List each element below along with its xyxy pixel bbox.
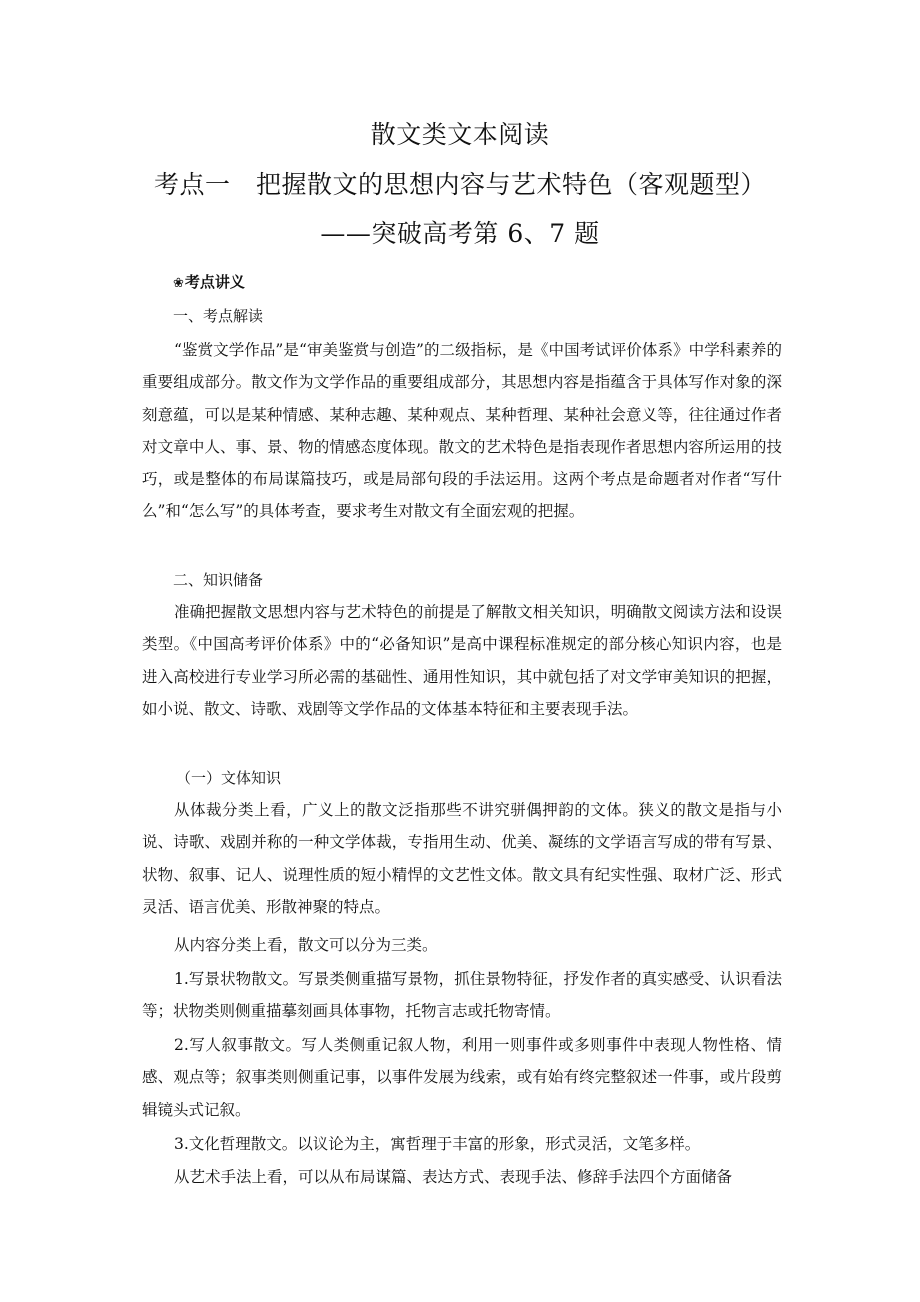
paragraph-5: 从艺术手法上看，可以从布局谋篇、表达方式、表现手法、修辞手法四个方面储备 (174, 1168, 733, 1186)
document-title: 散文类文本阅读 (370, 120, 550, 149)
document-subtitle-2: ——突破高考第 6、7 题 (320, 219, 600, 248)
section-label (173, 271, 245, 295)
paragraph-1: “鉴赏文学作品”是“审美鉴赏与创造”的二级指标，是《中国考试评价体系》中学科素养的重要组成部分。散文作为文学作品的重要组成部分，其思想内容是指蕴含于具体写作对象的深刻意蕴，可以是某种情感、某种志趣、某种观点、某种哲理、某种社会意义等，往往通过作者对文章中人、事、景、物的情感态度体现。散文的艺术特色是指表现作者思想内容所运用的技巧，或是整体的布局谋篇技巧，或是局部句段的手法运用。这两个考点是命题者对作者“写什么”和“怎么写”的具体考查，要求考生对散文有全面宏观的把握。 (142, 341, 782, 521)
subsection-heading-1: （一）文体知识 (176, 769, 282, 787)
paragraph-3: 从体裁分类上看，广义上的散文泛指那些不讲究骈偶押韵的文体。狭义的散文是指与小说、诗歌、戏剧并称的一种文学体裁，专指用生动、优美、凝练的文学语言写成的带有写景、状物、叙事、记人、说理性质的短小精悍的文艺性文体。散文具有纪实性强、取材广泛、形式灵活、语言优美、形散神聚的特点。 (142, 801, 782, 916)
document-subtitle: 考点一 把握散文的思想内容与艺术特色（客观题型） (153, 170, 766, 199)
paragraph-2: 准确把握散文思想内容与艺术特色的前提是了解散文相关知识，明确散文阅读方法和设误类型。《中国高考评价体系》中的“必备知识”是高中课程标准规定的部分核心知识内容，也是进入高校进行专业学习所必需的基础性、通用性知识，其中就包括了对文学审美知识的把握，如小说、散文、诗歌、戏剧等文学作品的文体基本特征和主要表现手法。 (142, 603, 782, 718)
section-label-text: 考点讲义 (184, 273, 245, 291)
list-item-3: 3.文化哲理散文。以议论为主，寓哲理于丰富的形象，形式灵活，文笔多样。 (174, 1135, 701, 1153)
list-item-2: 2.写人叙事散文。写人类侧重记叙人物，利用一则事件或多则事件中表现人物性格、情感、观点等；叙事类则侧重记事，以事件发展为线索，或有始有终完整叙述一件事，或片段剪辑镜头式记叙。 (142, 1036, 782, 1119)
flower-icon: ❀ (173, 276, 184, 291)
section-heading-1: 一、考点解读 (173, 307, 264, 325)
paragraph-4: 从内容分类上看，散文可以分为三类。 (174, 936, 438, 954)
section-heading-2: 二、知识储备 (173, 571, 264, 589)
list-item-1: 1.写景状物散文。写景类侧重描写景物，抓住景物特征，抒发作者的真实感受、认识看法等；状物类则侧重描摹刻画具体事物，托物言志或托物寄情。 (142, 970, 782, 1021)
